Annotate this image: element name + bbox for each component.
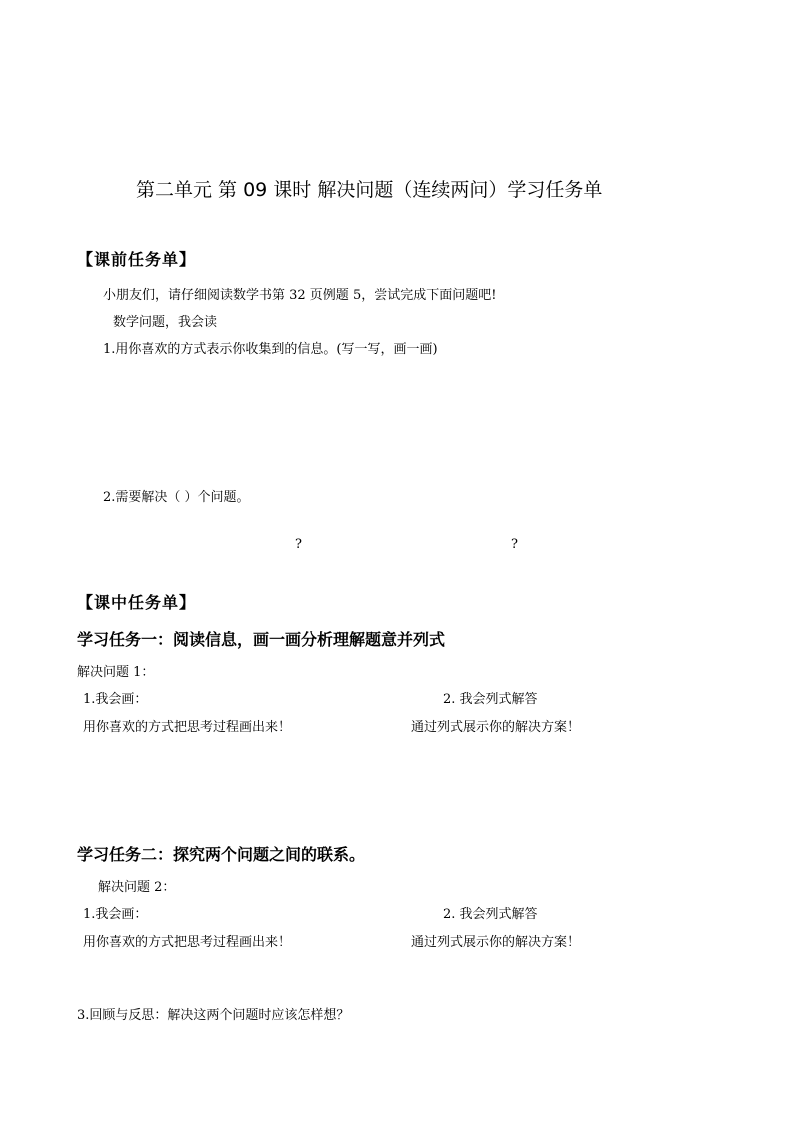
- pre-class-heading: 【课前任务单】: [77, 250, 197, 269]
- question-mark-2: ?: [511, 537, 518, 552]
- task-2-draw-label: 1.我会画：: [83, 907, 148, 922]
- pre-class-item-2: 2.需要解决（ ）个问题。: [103, 490, 250, 505]
- task-2-draw-hint: 用你喜欢的方式把思考过程画出来！: [83, 935, 292, 950]
- page-title: 第二单元 第 09 课时 解决问题（连续两问）学习任务单: [136, 179, 603, 201]
- task-2-equation-hint: 通过列式展示你的解决方案！: [411, 935, 581, 950]
- question-mark-1: ?: [295, 537, 302, 552]
- task-2-equation-label: 2. 我会列式解答: [443, 907, 538, 922]
- reflection-question: 3.回顾与反思：解决这两个问题时应该怎样想？: [77, 1008, 350, 1023]
- task-1-draw-hint: 用你喜欢的方式把思考过程画出来！: [83, 720, 292, 735]
- pre-class-subheading: 数学问题，我会读: [113, 315, 218, 330]
- task-1-draw-label: 1.我会画：: [83, 692, 148, 707]
- pre-class-intro: 小朋友们，请仔细阅读数学书第 32 页例题 5，尝试完成下面问题吧!: [103, 288, 497, 303]
- task-2-title: 学习任务二：探究两个问题之间的联系。: [77, 845, 366, 864]
- task-2-problem: 解决问题 2：: [98, 880, 176, 895]
- task-1-title: 学习任务一：阅读信息，画一画分析理解题意并列式: [77, 630, 446, 649]
- task-1-equation-label: 2. 我会列式解答: [443, 692, 538, 707]
- task-1-equation-hint: 通过列式展示你的解决方案！: [411, 720, 581, 735]
- task-1-problem: 解决问题 1：: [77, 665, 155, 680]
- pre-class-item-1: 1.用你喜欢的方式表示你收集到的信息。(写一写，画一画): [103, 342, 438, 357]
- in-class-heading: 【课中任务单】: [77, 593, 197, 612]
